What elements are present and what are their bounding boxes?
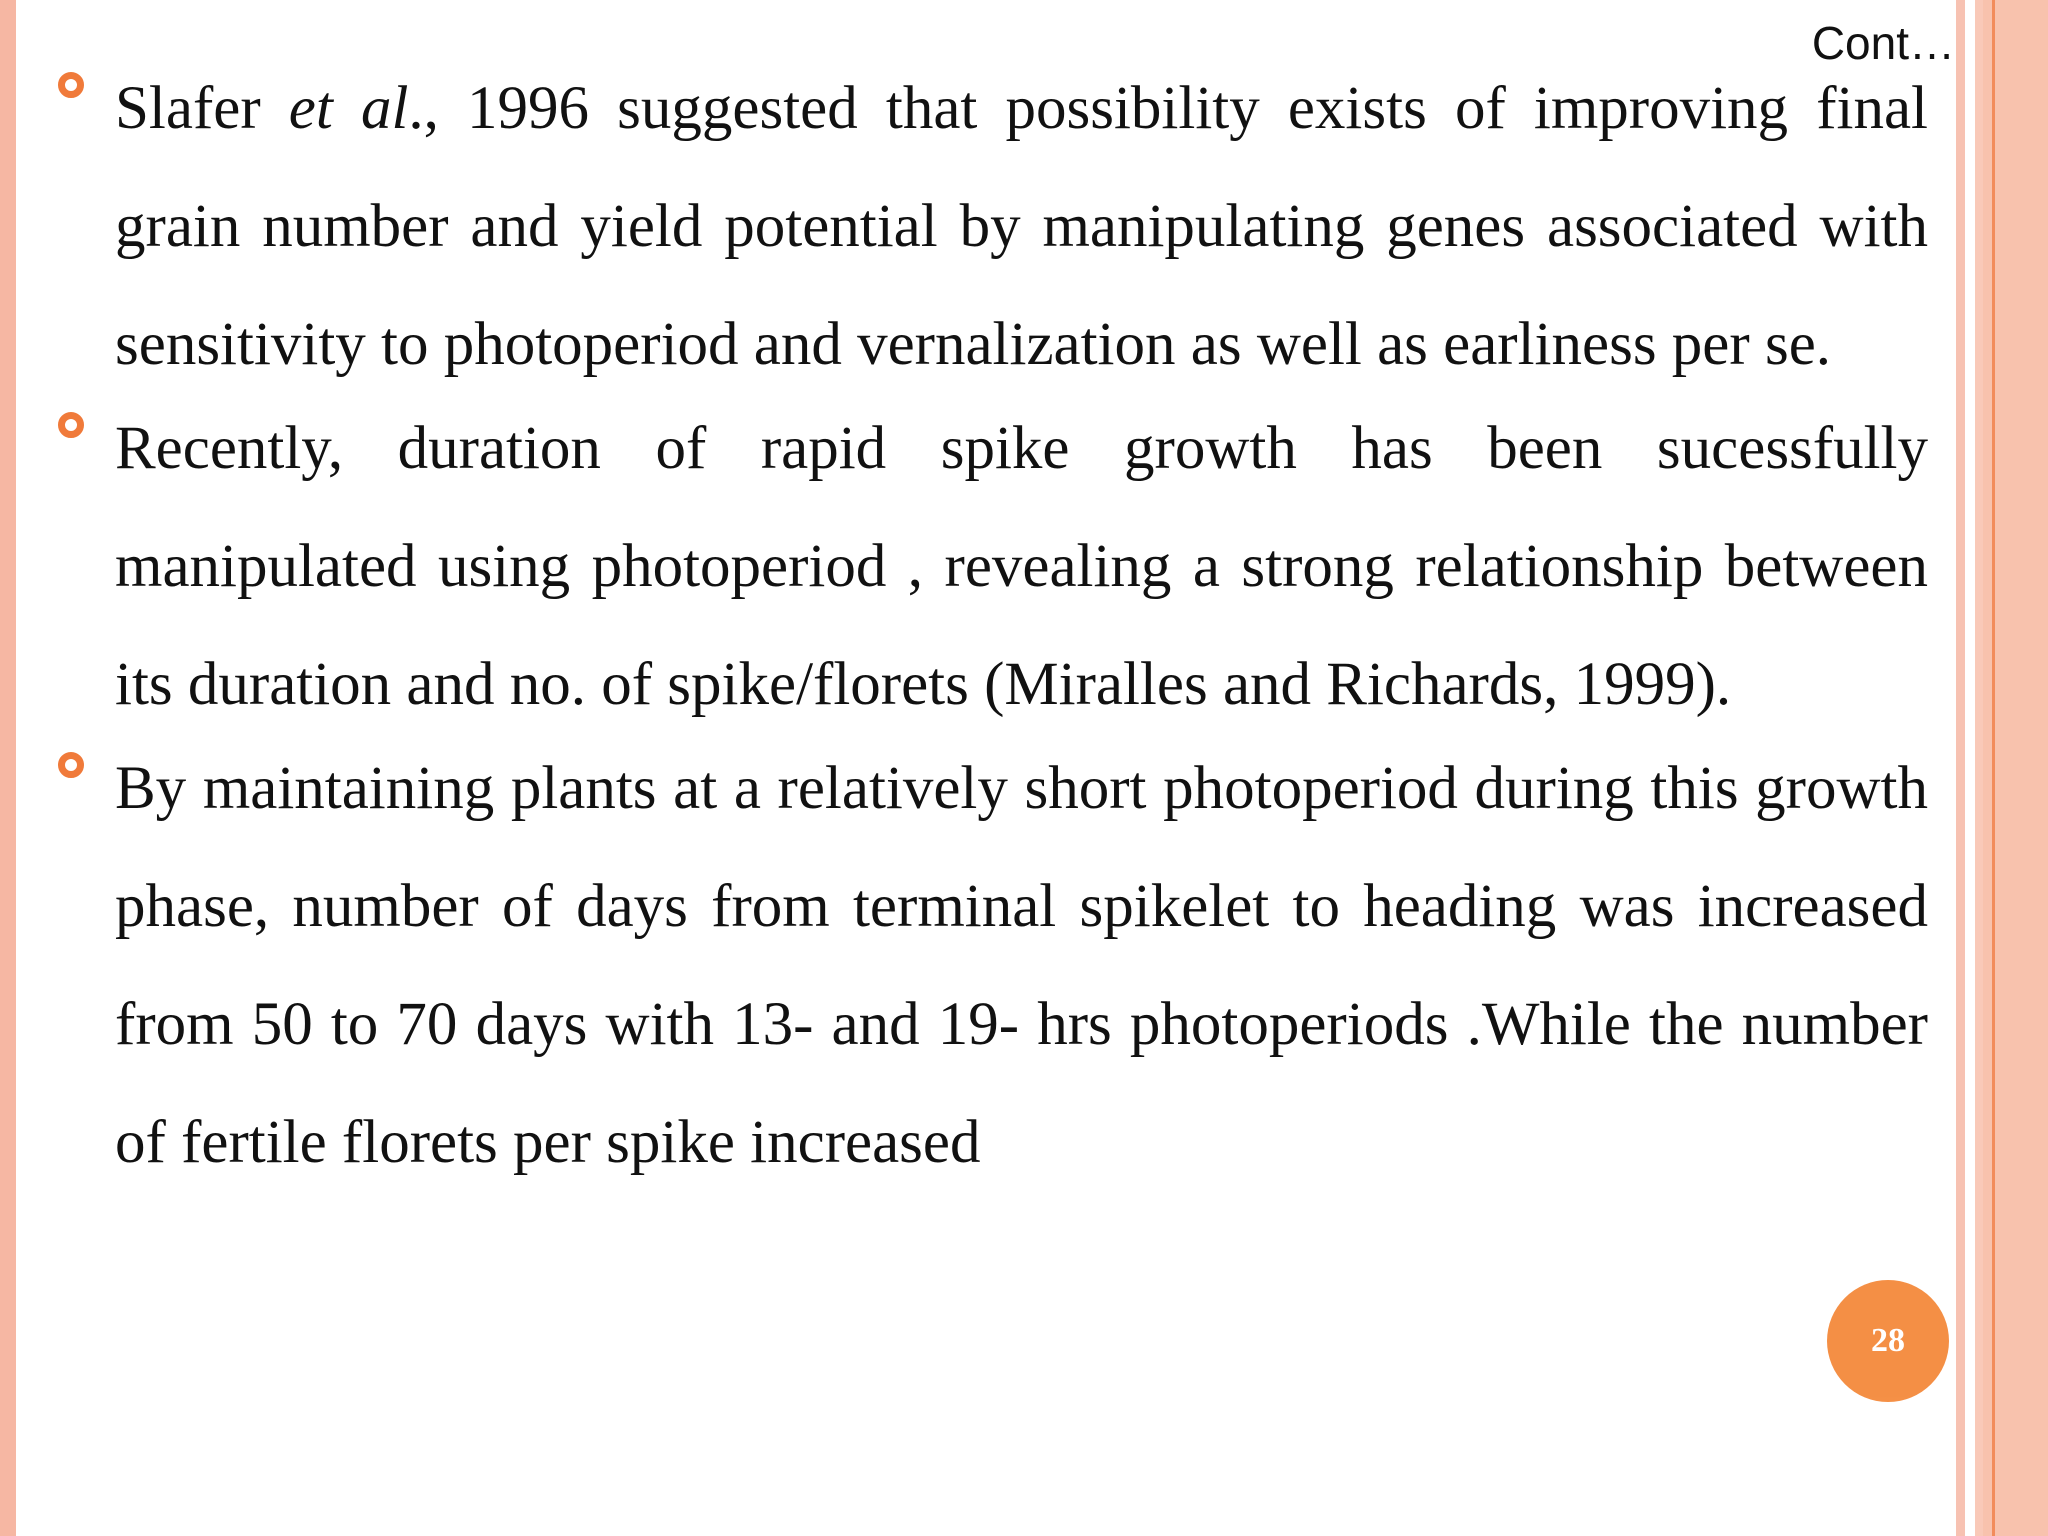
bullet-item (58, 50, 1928, 404)
bullet-text: By maintaining plants at a relatively short photoperiod during this growth phase, number of days from terminal spikelet to heading was increased from 50 to 70 days with 13- and 19- hrs photoperiods .While the number of fertile florets per spike increased (115, 755, 1928, 1176)
bullet-item (58, 730, 1928, 1202)
bullet-text: Recently, duration of rapid spike growth has been sucessfully manipulated using photoperiod , revealing a strong relationship between its duration and no. of spike/florets (Miralles and Richards, 1999). (115, 415, 1928, 718)
bullet-author: Slafer (115, 75, 289, 142)
ring-bullet-icon (58, 412, 84, 438)
bullet-body: ., 1996 suggested that possibility exists of improving final grain number and yield potential by manipulating genes associated with sensitivity to photoperiod and vernalization as well as earliness per se. (115, 75, 1928, 378)
bullet-author-italic: et al (288, 75, 409, 142)
right-stripe (1956, 0, 1965, 1536)
right-accent-line (1992, 0, 1995, 1536)
right-stripe (1975, 0, 1983, 1536)
bullet-text (115, 50, 1928, 404)
page-number-badge: 28 (1827, 1280, 1949, 1402)
left-border (0, 0, 16, 1536)
continued-label: Cont… (1811, 17, 1955, 69)
ring-bullet-icon (58, 752, 84, 778)
bullet-item (58, 390, 1928, 744)
bullet-list (58, 75, 1928, 1218)
ring-bullet-icon (58, 72, 84, 98)
